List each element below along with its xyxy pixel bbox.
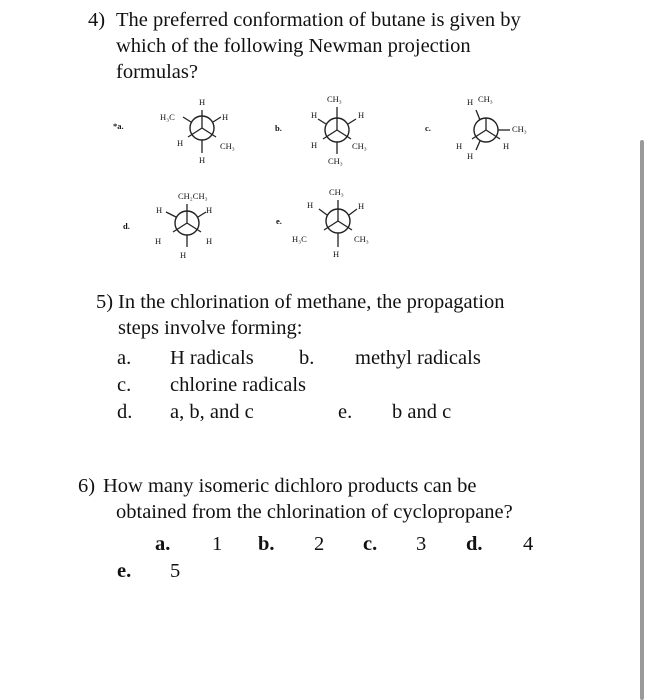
- q6-text-line1: How many isomeric dichloro products can be: [103, 475, 477, 497]
- q5-option-c-label: c.: [117, 374, 132, 396]
- q4-text-line1: The preferred conformation of butane is given by: [116, 9, 521, 31]
- b-top: CH₃: [327, 94, 342, 104]
- a-bottom-right: CH₃: [220, 141, 235, 151]
- q6-option-c-value: 3: [416, 533, 427, 555]
- q6-option-d-value: 4: [523, 533, 534, 555]
- a-upper-left: H₃C: [160, 112, 175, 122]
- e-bottom: H: [333, 249, 340, 259]
- q4-text-line2: which of the following Newman projection: [116, 35, 471, 57]
- c-bottom: H: [467, 151, 474, 161]
- q5-option-b-text: methyl radicals: [355, 347, 481, 369]
- q5-option-b-label: b.: [299, 347, 315, 369]
- e-upper-right: H: [358, 201, 365, 211]
- q6-option-b-value: 2: [314, 533, 325, 555]
- q6-text-line2: obtained from the chlorination of cyclopropane?: [116, 501, 513, 523]
- e-upper-left: H: [307, 200, 314, 210]
- option-c-label: c.: [425, 123, 431, 133]
- d-bottom: H: [180, 250, 187, 260]
- b-upper-left: H: [311, 110, 318, 120]
- e-top: CH₃: [329, 187, 344, 197]
- q5-text-line2: steps involve forming:: [118, 317, 303, 339]
- q5-option-d-label: d.: [117, 401, 133, 423]
- c-right: CH₃: [512, 124, 527, 134]
- q6-option-e-label: e.: [117, 560, 132, 582]
- b-bottom-left: H: [311, 140, 318, 150]
- c-bottom-left: H: [456, 141, 463, 151]
- e-bottom-left: H₃C: [292, 234, 307, 244]
- a-bottom: H: [199, 155, 206, 165]
- c-top-right: CH₃: [478, 94, 493, 104]
- option-a-label: *a.: [113, 121, 124, 131]
- q5-number: 5): [96, 291, 114, 313]
- c-bottom-right: H: [503, 141, 510, 151]
- q5-option-a-text: H radicals: [170, 347, 254, 369]
- a-top: H: [199, 97, 206, 107]
- b-upper-right: H: [358, 110, 365, 120]
- q5-text-line1: In the chlorination of methane, the propagation: [118, 291, 505, 313]
- c-top-left: H: [467, 97, 474, 107]
- vertical-scrollbar[interactable]: [640, 140, 644, 700]
- q5-option-e-label: e.: [338, 401, 353, 423]
- option-e-label: e.: [276, 216, 282, 226]
- q6-option-b-label: b.: [258, 533, 275, 555]
- option-b-label: b.: [275, 123, 282, 133]
- q5-option-d-text: a, b, and c: [170, 401, 254, 423]
- q6-option-a-label: a.: [155, 533, 171, 555]
- q5-option-c-text: chlorine radicals: [170, 374, 307, 396]
- d-upper-left: H: [156, 205, 163, 215]
- q6-option-a-value: 1: [212, 533, 223, 555]
- d-bottom-left: H: [155, 236, 162, 246]
- q6-option-d-label: d.: [466, 533, 483, 555]
- a-upper-right: H: [222, 112, 229, 122]
- e-bottom-right: CH₃: [354, 234, 369, 244]
- q5-option-a-label: a.: [117, 347, 132, 369]
- d-bottom-right: H: [206, 236, 213, 246]
- d-upper-right: H: [206, 205, 213, 215]
- q4-text-line3: formulas?: [116, 61, 198, 83]
- q4-number: 4): [88, 9, 106, 31]
- option-d-label: d.: [123, 221, 130, 231]
- b-bottom-right: CH₃: [352, 141, 367, 151]
- a-bottom-left: H: [177, 138, 184, 148]
- b-bottom: CH₃: [328, 156, 343, 166]
- d-top: CH₂CH₃: [178, 191, 208, 201]
- q5-option-e-text: b and c: [392, 401, 452, 423]
- q6-option-e-value: 5: [170, 560, 181, 582]
- q6-option-c-label: c.: [363, 533, 378, 555]
- q6-number: 6): [78, 475, 96, 497]
